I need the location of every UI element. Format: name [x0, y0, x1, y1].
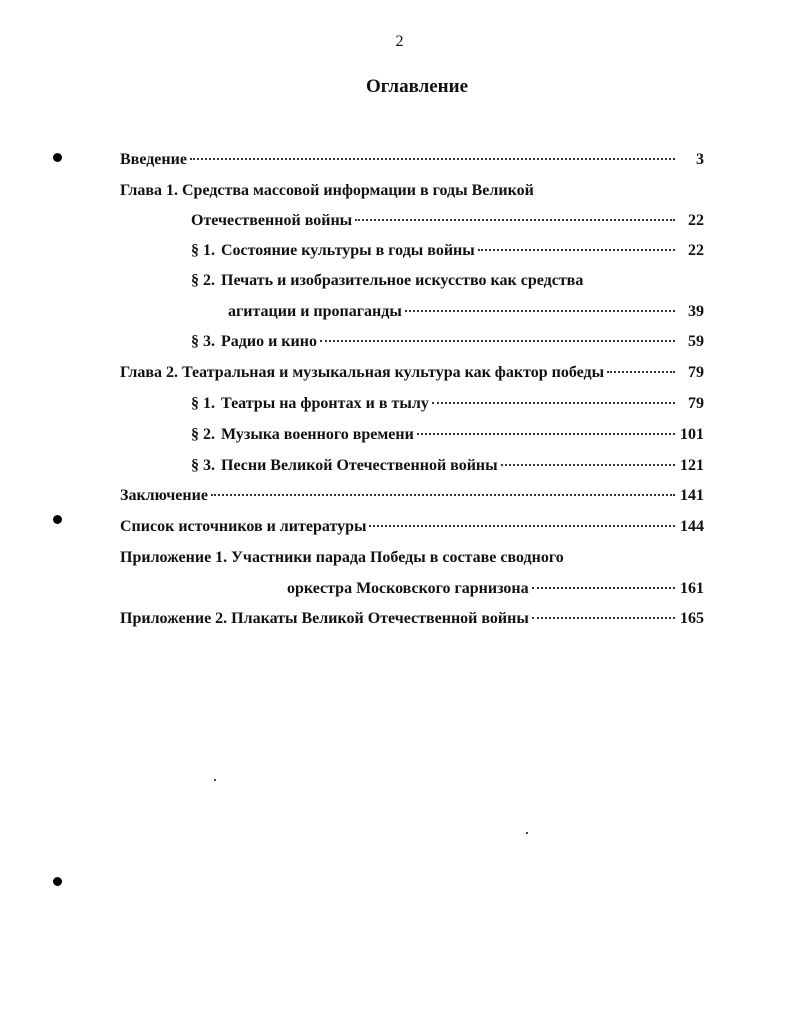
- dot-leader: [532, 587, 675, 589]
- toc-entry-sources: [120, 517, 704, 537]
- section-number: § 3.: [191, 457, 215, 474]
- toc-entry-ch1-s1: [191, 241, 704, 261]
- section-number: § 3.: [191, 333, 215, 350]
- toc-page: 161: [680, 580, 704, 597]
- dot-leader: [320, 340, 675, 342]
- dot-leader: [417, 433, 675, 435]
- toc-page: 101: [680, 426, 704, 443]
- toc-label: Приложение 1. Участники парада Победы в составе сводного: [120, 549, 564, 566]
- section-number: § 1.: [191, 242, 215, 259]
- toc-entry-ch2-s3: [191, 456, 704, 476]
- toc-label: Отечественной войны: [191, 212, 353, 229]
- toc-label: Печать и изобразительное искусство как средства: [221, 272, 584, 289]
- binding-hole-mark: [53, 877, 62, 886]
- toc-label: Глава 2. Театральная и музыкальная культура как фактор победы: [120, 364, 605, 381]
- toc-label: Глава 1. Средства массовой информации в годы Великой: [120, 182, 534, 199]
- dot-leader: [501, 464, 675, 466]
- toc-entry-ch1-s3: [191, 332, 704, 352]
- scan-speck: [214, 779, 216, 781]
- toc-entry-conclusion: [120, 486, 704, 506]
- toc-page: 79: [688, 364, 704, 381]
- toc-label: агитации и пропаганды: [228, 303, 402, 320]
- toc-page: 121: [680, 457, 704, 474]
- toc-label: Радио и кино: [221, 333, 317, 350]
- toc-entry-appendix-2: [120, 609, 704, 629]
- toc-page: 59: [688, 333, 704, 350]
- dot-leader: [432, 402, 675, 404]
- toc-label: Музыка военного времени: [221, 426, 414, 443]
- section-number: § 1.: [191, 395, 215, 412]
- toc-label: оркестра Московского гарнизона: [287, 580, 529, 597]
- toc-label: Введение: [120, 151, 187, 168]
- binding-hole-mark: [53, 153, 62, 162]
- section-number: § 2.: [191, 272, 215, 289]
- toc-entry-chapter-1: [191, 211, 704, 231]
- dot-leader: [211, 494, 675, 496]
- toc-label: Театры на фронтах и в тылу: [221, 395, 429, 412]
- dot-leader: [190, 158, 675, 160]
- dot-leader: [369, 525, 675, 527]
- toc-entry-ch1-s2-line1: [191, 271, 583, 291]
- toc-page: 79: [688, 395, 704, 412]
- toc-entry-ch2-s2: [191, 425, 704, 445]
- page-number: 2: [395, 33, 404, 50]
- dot-leader: [532, 617, 675, 619]
- toc-entry-intro: [120, 150, 704, 170]
- toc-entry-chapter-2: [120, 363, 704, 383]
- section-number: § 2.: [191, 426, 215, 443]
- toc-entry-ch1-s2: [228, 302, 704, 322]
- toc-label: Заключение: [120, 487, 208, 504]
- dot-leader: [405, 310, 675, 312]
- toc-entry-appendix-1: [287, 579, 704, 599]
- toc-label: Приложение 2. Плакаты Великой Отечественной войны: [120, 610, 529, 627]
- toc-label: Список источников и литературы: [120, 518, 367, 535]
- toc-page: 3: [696, 151, 704, 168]
- dot-leader: [607, 371, 675, 373]
- toc-page: 22: [688, 242, 704, 259]
- toc-page: 165: [680, 610, 704, 627]
- scan-speck: [526, 832, 528, 834]
- page-title: Оглавление: [365, 76, 469, 97]
- toc-page: 22: [688, 212, 704, 229]
- toc-label: Песни Великой Отечественной войны: [221, 457, 498, 474]
- toc-label: Состояние культуры в годы войны: [221, 242, 475, 259]
- binding-hole-mark: [53, 515, 62, 524]
- toc-page: 144: [680, 518, 704, 535]
- toc-page: 39: [688, 303, 704, 320]
- dot-leader: [478, 249, 675, 251]
- toc-entry-ch2-s1: [191, 394, 704, 414]
- dot-leader: [355, 219, 675, 221]
- toc-page: 141: [680, 487, 704, 504]
